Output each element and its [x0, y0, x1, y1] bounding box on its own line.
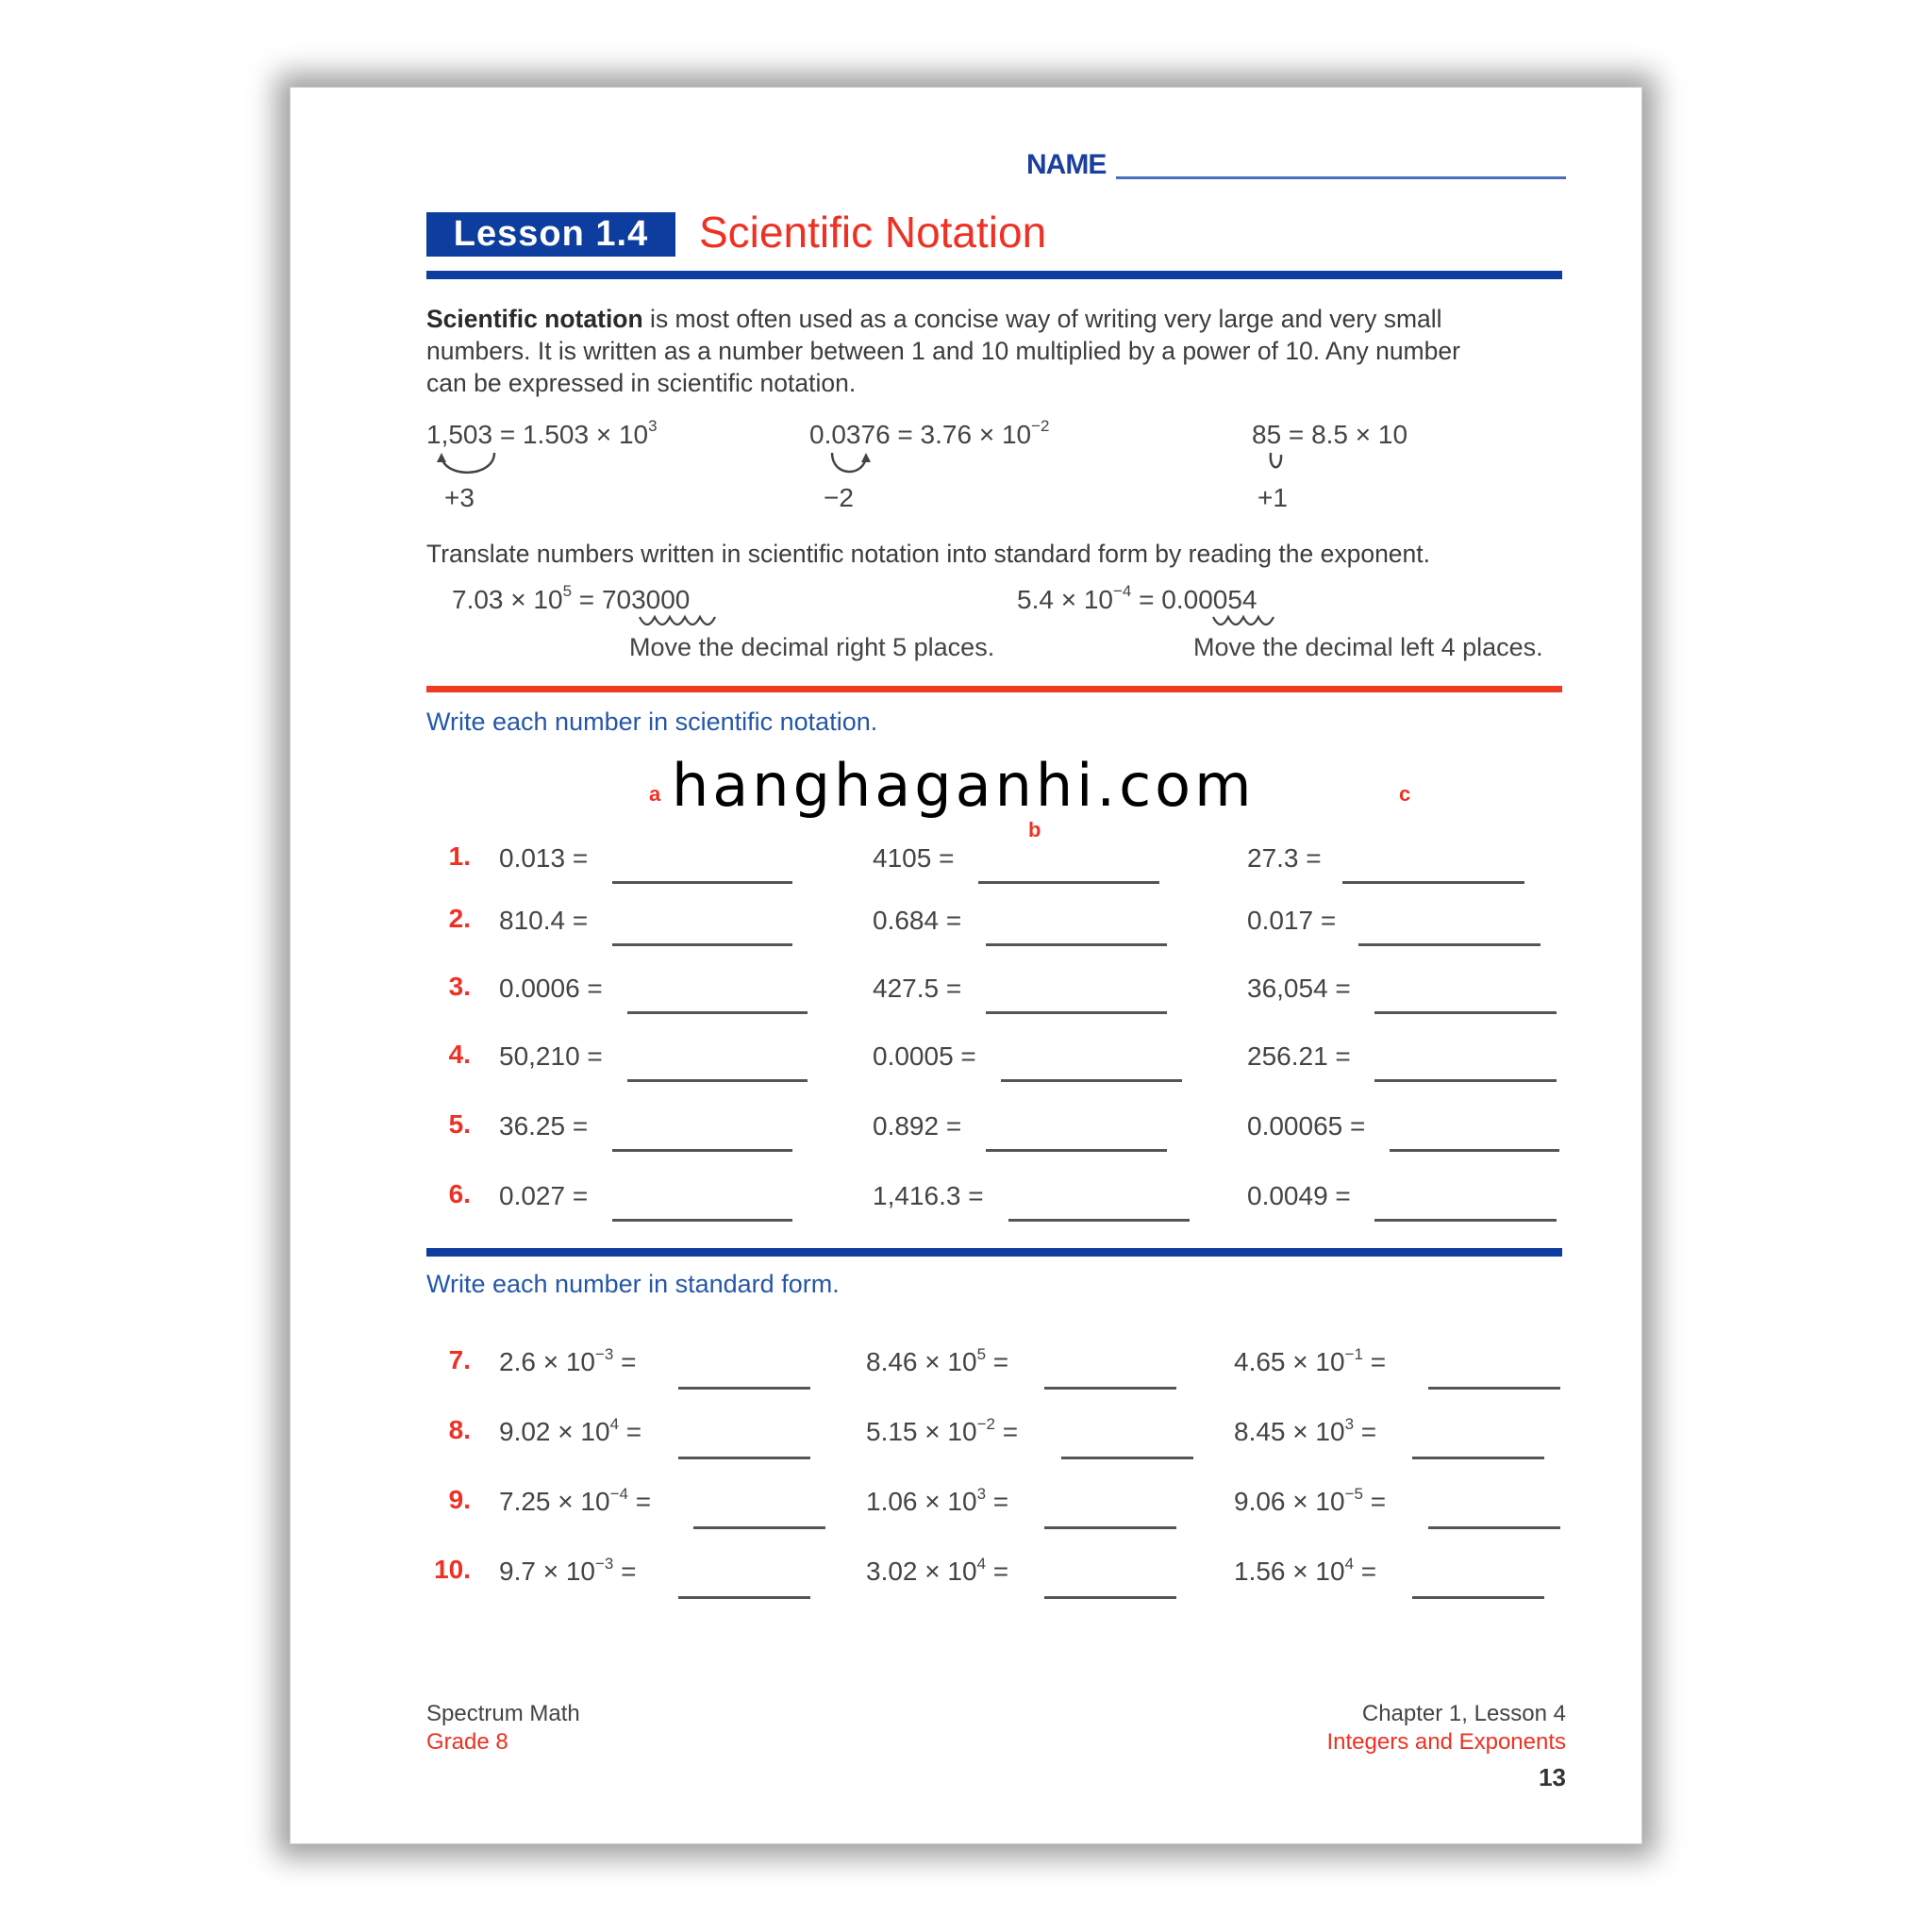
expression-exponent: −3	[594, 1555, 614, 1573]
translate-example-2-note: Move the decimal left 4 places.	[1193, 633, 1543, 661]
answer-blank[interactable]	[1374, 1079, 1557, 1082]
problem-expression	[1234, 1487, 1386, 1517]
lesson-title: Scientific Notation	[699, 208, 1047, 257]
answer-blank[interactable]	[1412, 1596, 1544, 1599]
example-2-exponent: −2	[1031, 417, 1050, 435]
answer-blank[interactable]	[1008, 1219, 1190, 1222]
header-divider	[426, 271, 1562, 279]
expression-exponent: 5	[976, 1345, 987, 1363]
answer-blank[interactable]	[612, 1219, 792, 1222]
translate-example-2-result: = 0.00054	[1131, 585, 1257, 614]
expression-exponent: −3	[594, 1345, 614, 1363]
expression-exponent: 4	[976, 1555, 987, 1573]
column-a-header: a	[649, 782, 661, 806]
problem-expression	[866, 1347, 1008, 1377]
problem-expression	[499, 1347, 637, 1377]
expression-base: 2.6 × 10	[499, 1347, 595, 1376]
expression-exponent: 3	[1344, 1415, 1355, 1433]
section2-instruction: Write each number in standard form.	[426, 1270, 840, 1298]
expression-base: 8.45 × 10	[1234, 1417, 1345, 1446]
equals-sign: =	[1362, 1347, 1387, 1376]
answer-blank[interactable]	[1061, 1457, 1193, 1459]
equals-sign: =	[627, 1487, 652, 1516]
translate-example-1	[452, 582, 691, 615]
intro-line-1-text: is most often used as a concise way of writing very large and very small	[642, 305, 1442, 333]
example-3	[1252, 420, 1407, 450]
translate-example-1-note: Move the decimal right 5 places.	[629, 633, 995, 661]
problem-number: 4.	[448, 1040, 471, 1069]
answer-blank[interactable]	[678, 1387, 810, 1390]
answer-blank[interactable]	[1428, 1526, 1560, 1529]
expression-exponent: 4	[1344, 1555, 1355, 1573]
example-1-number: 1,503	[426, 420, 493, 449]
shift-arrow-left-icon	[436, 451, 502, 479]
answer-blank[interactable]	[1342, 881, 1524, 884]
equals-sign: =	[986, 1347, 1009, 1376]
problem-expression: 256.21 =	[1247, 1041, 1351, 1071]
problem-number: 8.	[448, 1415, 471, 1444]
page-number: 13	[1539, 1763, 1566, 1791]
problem-expression	[866, 1557, 1008, 1587]
footer-topic: Integers and Exponents	[1326, 1729, 1566, 1755]
translate-example-2-base: 5.4 × 10	[1017, 585, 1113, 614]
problem-number: 9.	[448, 1485, 471, 1514]
problem-number: 10.	[434, 1555, 471, 1584]
section-divider-red	[426, 686, 1562, 692]
problem-expression: 0.892 =	[873, 1111, 962, 1141]
watermark: hanghaganhi.com	[672, 751, 1256, 820]
column-c-header: c	[1399, 782, 1411, 806]
problem-expression: 36,054 =	[1247, 974, 1351, 1003]
problem-expression	[866, 1417, 1018, 1447]
problem-expression	[1234, 1347, 1386, 1377]
problem-expression: 810.4 =	[499, 906, 589, 935]
equals-sign: =	[1362, 1487, 1387, 1516]
answer-blank[interactable]	[1044, 1526, 1176, 1529]
footer-grade: Grade 8	[426, 1729, 508, 1755]
answer-blank[interactable]	[612, 1149, 792, 1152]
decimal-hops-left-icon	[1211, 613, 1287, 632]
problem-number: 1.	[448, 841, 471, 871]
problem-expression: 50,210 =	[499, 1041, 603, 1071]
equals-sign: =	[986, 1487, 1009, 1516]
expression-exponent: −4	[609, 1485, 628, 1503]
expression-base: 3.02 × 10	[866, 1557, 977, 1586]
problem-expression: 0.0049 =	[1247, 1181, 1351, 1210]
answer-blank[interactable]	[627, 1079, 808, 1082]
equals-sign: =	[613, 1557, 637, 1586]
answer-blank[interactable]	[986, 943, 1167, 946]
answer-blank[interactable]	[1374, 1219, 1557, 1222]
answer-blank[interactable]	[1358, 943, 1541, 946]
intro-line-3: can be expressed in scientific notation.	[426, 369, 857, 397]
problem-expression: 0.0005 =	[873, 1041, 976, 1071]
example-2-equation: = 3.76 × 10	[890, 420, 1032, 449]
equals-sign: =	[986, 1557, 1009, 1586]
translate-example-2	[1017, 582, 1257, 615]
decimal-hops-right-icon	[638, 613, 728, 632]
problem-number: 2.	[448, 904, 471, 933]
example-2	[809, 417, 1050, 450]
problem-expression: 1,416.3 =	[873, 1181, 984, 1210]
expression-exponent: −1	[1344, 1345, 1363, 1363]
example-1	[426, 417, 658, 450]
problem-expression: 4105 =	[873, 843, 955, 873]
problem-expression: 0.0006 =	[499, 974, 603, 1003]
problem-expression: 0.684 =	[873, 906, 962, 935]
problem-expression: 427.5 =	[873, 974, 962, 1003]
problem-expression: 0.027 =	[499, 1181, 589, 1210]
section1-instruction: Write each number in scientific notation.	[426, 708, 878, 736]
expression-base: 9.7 × 10	[499, 1557, 595, 1586]
equals-sign: =	[1354, 1557, 1377, 1586]
expression-exponent: 4	[609, 1415, 620, 1433]
problem-expression	[499, 1417, 641, 1447]
answer-blank[interactable]	[1001, 1079, 1182, 1082]
answer-blank[interactable]	[627, 1011, 808, 1014]
expression-base: 7.25 × 10	[499, 1487, 610, 1516]
answer-blank[interactable]	[678, 1457, 810, 1459]
intro-line-2: numbers. It is written as a number between 1 and 10 multiplied by a power of 10. Any number	[426, 337, 1460, 365]
shift-arrow-right-icon	[828, 451, 875, 479]
problem-number: 6.	[448, 1179, 471, 1208]
intro-paragraph	[426, 303, 1568, 399]
example-1-exponent: 3	[648, 417, 658, 435]
answer-blank[interactable]	[986, 1149, 1167, 1152]
problem-number: 7.	[448, 1345, 471, 1374]
expression-exponent: 3	[976, 1485, 987, 1503]
name-field-line[interactable]	[1116, 176, 1566, 179]
answer-blank[interactable]	[693, 1526, 825, 1529]
footer-chapter: Chapter 1, Lesson 4	[1361, 1701, 1566, 1726]
problem-expression	[499, 1487, 651, 1517]
translate-instruction: Translate numbers written in scientific notation into standard form by reading the exponent.	[426, 540, 1431, 568]
problem-expression: 0.017 =	[1247, 906, 1337, 935]
problem-expression	[866, 1487, 1008, 1517]
shift-arrow-small-icon	[1267, 451, 1286, 474]
equals-sign: =	[613, 1347, 637, 1376]
example-2-number: 0.0376	[809, 420, 891, 449]
answer-blank[interactable]	[986, 1011, 1167, 1014]
translate-example-1-result: = 703000	[572, 585, 691, 614]
expression-base: 9.06 × 10	[1234, 1487, 1345, 1516]
expression-base: 1.56 × 10	[1234, 1557, 1345, 1586]
example-1-equation: = 1.503 × 10	[492, 420, 649, 449]
example-1-shift: +3	[444, 483, 475, 512]
footer-book: Spectrum Math	[426, 1701, 580, 1726]
answer-blank[interactable]	[1412, 1457, 1544, 1459]
expression-exponent: −5	[1344, 1485, 1363, 1503]
section-divider-blue	[426, 1248, 1562, 1257]
column-b-header: b	[1028, 818, 1041, 841]
expression-base: 1.06 × 10	[866, 1487, 977, 1516]
expression-base: 5.15 × 10	[866, 1417, 977, 1446]
problem-expression: 36.25 =	[499, 1111, 589, 1141]
problem-number: 3.	[448, 972, 471, 1001]
intro-line-1	[426, 303, 1568, 335]
translate-example-2-exponent: −4	[1112, 582, 1132, 600]
problem-expression: 0.00065 =	[1247, 1111, 1366, 1141]
problem-expression	[1234, 1417, 1376, 1447]
answer-blank[interactable]	[978, 881, 1159, 884]
problem-expression: 0.013 =	[499, 843, 589, 873]
answer-blank[interactable]	[1390, 1149, 1559, 1152]
answer-blank[interactable]	[1044, 1387, 1176, 1390]
answer-blank[interactable]	[1044, 1596, 1176, 1599]
lesson-badge: Lesson 1.4	[426, 212, 675, 257]
translate-example-1-exponent: 5	[562, 582, 573, 600]
expression-exponent: −2	[976, 1415, 995, 1433]
expression-base: 8.46 × 10	[866, 1347, 977, 1376]
intro-bold-term: Scientific notation	[426, 305, 643, 333]
example-3-equation: = 8.5 × 10	[1281, 420, 1408, 449]
expression-base: 9.02 × 10	[499, 1417, 610, 1446]
problem-number: 5.	[448, 1109, 471, 1139]
expression-base: 4.65 × 10	[1234, 1347, 1345, 1376]
answer-blank[interactable]	[1374, 1011, 1557, 1014]
example-3-number: 85	[1252, 420, 1282, 449]
translate-example-1-base: 7.03 × 10	[452, 585, 563, 614]
example-3-shift: +1	[1257, 483, 1288, 512]
problem-expression	[499, 1557, 637, 1587]
problem-expression: 27.3 =	[1247, 843, 1322, 873]
answer-blank[interactable]	[612, 943, 792, 946]
name-label: NAME	[1026, 149, 1107, 180]
problem-expression	[1234, 1557, 1376, 1587]
answer-blank[interactable]	[1428, 1387, 1560, 1390]
answer-blank[interactable]	[612, 881, 792, 884]
equals-sign: =	[1354, 1417, 1377, 1446]
example-2-shift: −2	[824, 483, 854, 512]
answer-blank[interactable]	[678, 1596, 810, 1599]
equals-sign: =	[994, 1417, 1019, 1446]
equals-sign: =	[619, 1417, 642, 1446]
